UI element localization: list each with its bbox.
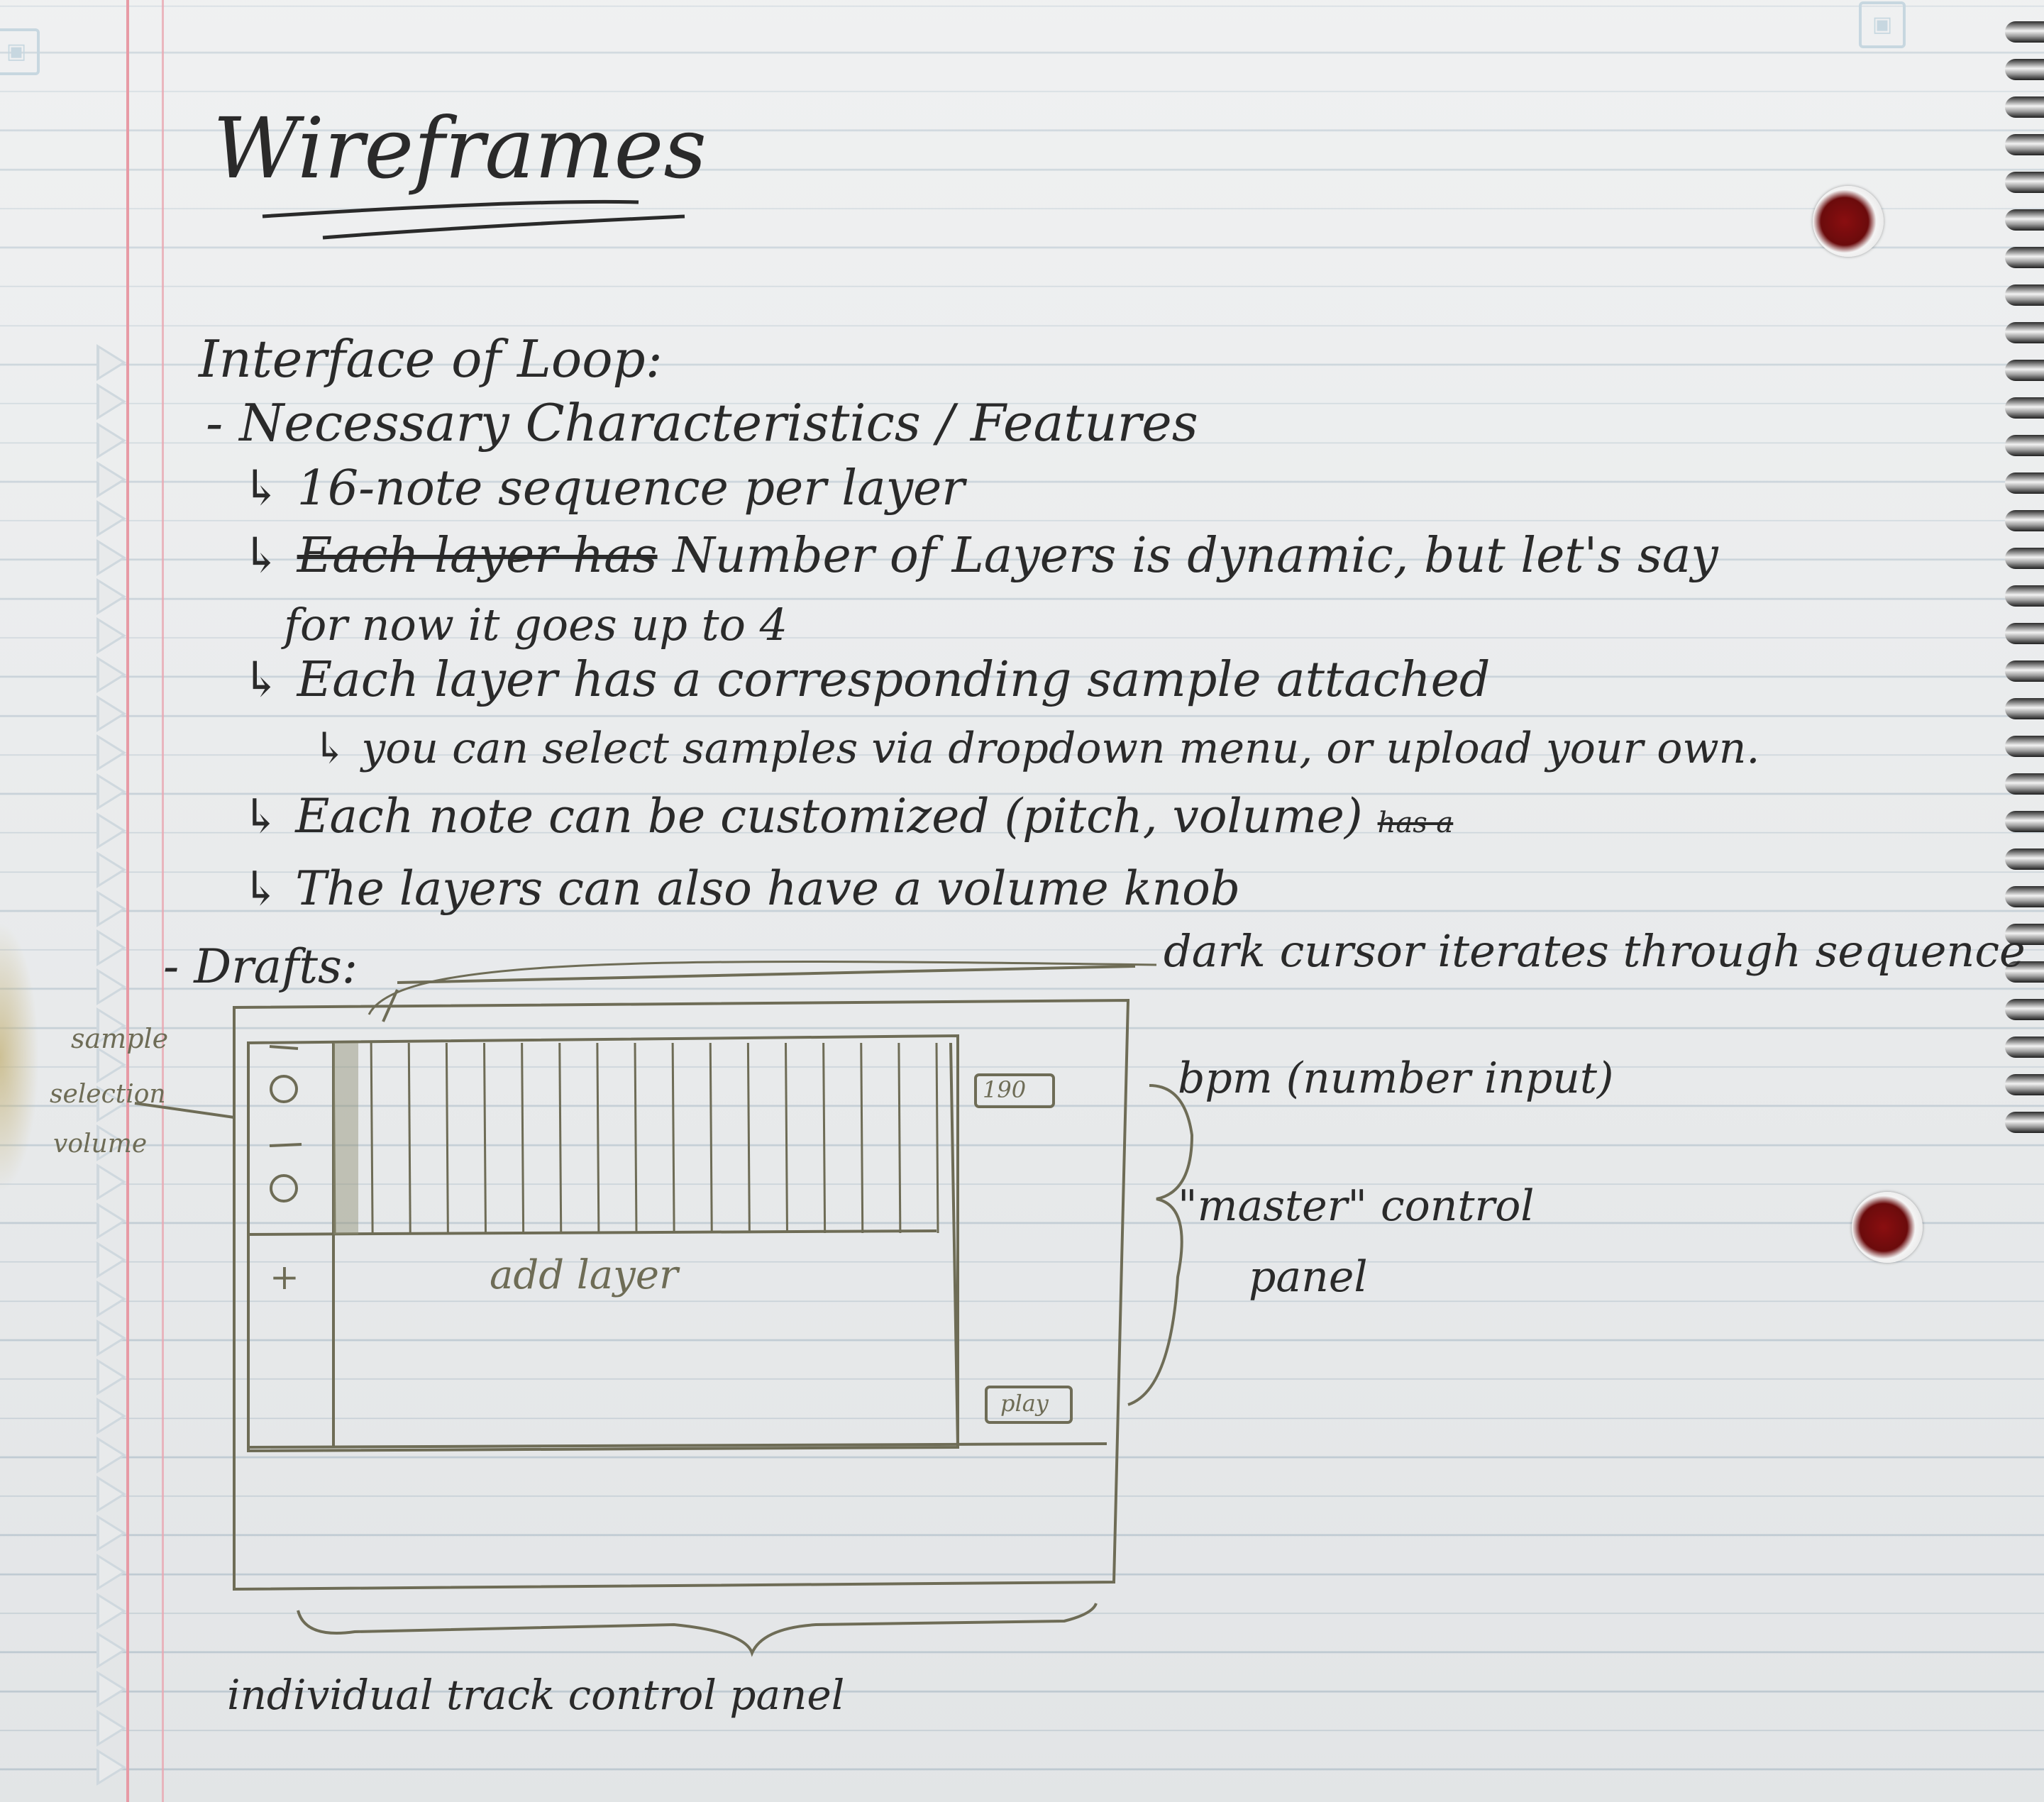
feature-item: ↳ Each note can be customized (pitch, volume) has a [241,789,1454,844]
sequence-step-line [635,1043,636,1233]
section-heading: Interface of Loop: [199,329,663,389]
master-annotation-continued: panel [1249,1252,1368,1302]
feature-item: ↳ 16-note sequence per layer [241,460,965,516]
sequence-step-line [597,1043,599,1233]
sequence-step-line [824,1043,825,1233]
sequence-step-line [560,1043,561,1233]
sequence-step-line [899,1043,900,1233]
sequence-step-line [409,1043,410,1233]
drafts-heading: - Drafts: [163,939,358,994]
feature-item: ↳ Each layer has Number of Layers is dynamic, but let's say [241,528,1718,584]
bpm-annotation: bpm (number input) [1178,1054,1614,1103]
sample-annotation: sample [71,1023,169,1054]
struck-text: has a [1377,807,1454,839]
struck-text: Each layer has [297,528,658,584]
sequence-step-line [371,1043,372,1233]
feature-item-continued: for now it goes up to 4 [284,599,788,651]
play-label: play [1000,1390,1049,1417]
sequence-step-line [861,1043,863,1233]
individual-annotation: individual track control panel [227,1671,845,1719]
page-title: Wireframes [213,99,707,197]
cursor-annotation: dark cursor iterates through sequence [1164,925,2026,977]
feature-sub-item: ↳ you can select samples via dropdown menu, or upload your own. [312,724,1760,773]
add-symbol: + [270,1256,299,1298]
sequence-step-line [673,1043,674,1233]
dark-cursor-sketch [333,1043,358,1234]
sequence-step-line [446,1043,448,1233]
sequence-step-line [710,1043,712,1233]
volume-annotation: volume [53,1129,148,1159]
corner-box-icon: ▣ [1859,1,1906,48]
bpm-value: 190 [983,1076,1027,1103]
corner-box-icon: ▣ [0,28,40,75]
add-layer-label: add layer [490,1252,678,1298]
sequence-step-line [748,1043,749,1233]
feature-item: ↳ Each layer has a corresponding sample attached [241,652,1491,708]
sequence-step-line [522,1043,524,1233]
feature-item: ↳ The layers can also have a volume knob [241,861,1241,916]
sequence-step-line [937,1043,938,1233]
selection-annotation: selection [50,1080,166,1109]
sequence-step-line [786,1043,788,1233]
master-annotation: "master" control [1178,1181,1535,1231]
necessary-heading: - Necessary Characteristics / Features [206,393,1198,453]
sequence-step-line [485,1043,486,1233]
